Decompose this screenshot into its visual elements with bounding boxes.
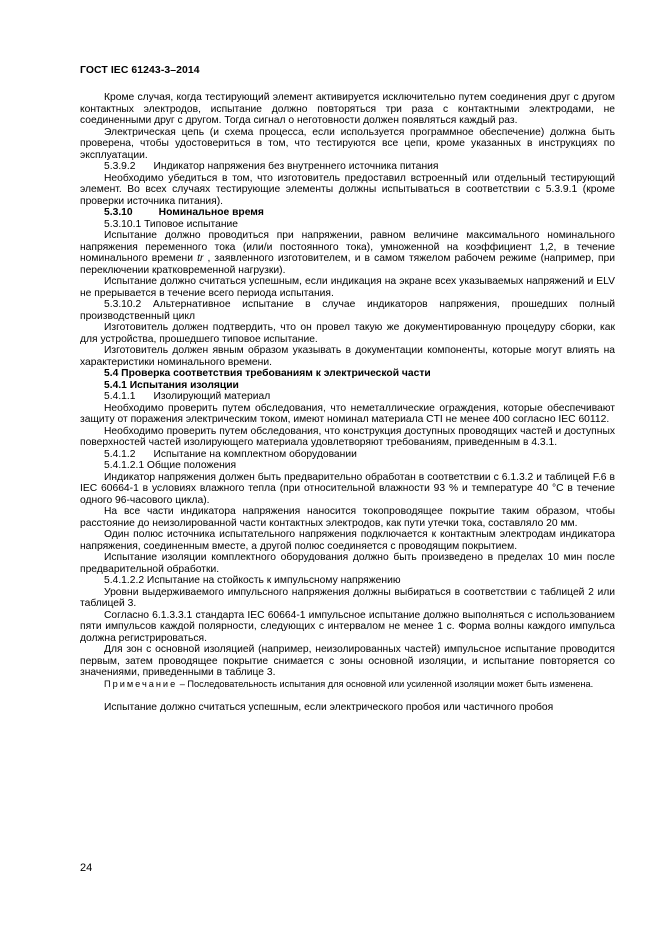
section-heading-5-4-1: 5.4.1 Испытания изоляции: [104, 379, 239, 391]
note-label: Примечание: [104, 678, 178, 689]
paragraph-text: Испытание должно проводиться при напряжении, равном величине максимального номинального напряжения переменного тока (или/и постоянного тока), умноженной на коэффициент 1,2, в течение номинального времени: [80, 230, 615, 264]
section-number: 5.4.1.1: [104, 391, 136, 402]
section-heading-5-4-1-2: [80, 449, 615, 461]
paragraph: [80, 230, 615, 276]
section-heading-5-3-10-2: 5.3.10.2 Альтернативное испытание в случае индикаторов напряжения, прошедших полный производственный цикл: [80, 299, 615, 322]
paragraph: Индикатор напряжения должен быть предварительно обработан в соответствии с 6.1.3.2 и таблицей F.6 в IEC 60664-1 в условиях влажного тепла (при относительной влажности 93 % и температуре 40 °C в течение одного 96-часового цикла).: [80, 471, 615, 506]
note-text: – Последовательность испытания для основной или усиленной изоляции может быть изменена.: [177, 678, 594, 689]
document-body: [80, 92, 615, 714]
paragraph: Испытание должно считаться успешным, если электрического пробоя или частичного пробоя: [104, 702, 554, 713]
paragraph: Уровни выдерживаемого импульсного напряжения должны выбираться в соответствии с таблицей 2 или таблицей 3.: [80, 586, 615, 609]
note: [80, 679, 615, 691]
section-heading-5-4-1-2-1: 5.4.1.2.1 Общие положения: [104, 460, 237, 471]
section-title: Изолирующий материал: [153, 391, 271, 402]
section-number: 5.3.10: [104, 207, 133, 218]
section-title: Индикатор напряжения без внутреннего источника питания: [153, 161, 439, 172]
paragraph: Изготовитель должен подтвердить, что он провел такую же документированную процедуру сборки, как для устройства, прошедшего типовое испытание.: [80, 322, 615, 345]
paragraph: Согласно 6.1.3.3.1 стандарта IEC 60664-1 импульсное испытание должно выполняться с использованием пяти импульсов каждой полярности, следующих с интервалом не менее 1 с. Форма волны каждого импульса должна регистрироваться.: [80, 609, 615, 644]
section-heading-5-4: 5.4 Проверка соответствия требованиям к электрической части: [104, 368, 431, 379]
paragraph: Электрическая цепь (и схема процесса, если используется программное обеспечение) должна быть проверена, чтобы удостовериться в том, что тестируются все цепи, кроме указанных в инструкциях по эксплуатации.: [80, 126, 615, 161]
section-number: 5.3.9.2: [104, 161, 136, 172]
section-heading-5-3-10-1: 5.3.10.1 Типовое испытание: [104, 218, 239, 230]
section-heading-5-3-9-2: [80, 161, 615, 173]
paragraph: Необходимо проверить путем обследования, что конструкция доступных проводящих частей и доступных поверхностей частей изолирующего материала удовлетворяют требованиям, приведенным в 4.3.1.: [80, 425, 615, 448]
paragraph-text: , заявленного изготовителем, и в самом тяжелом рабочем режиме (например, при переключении кратковременной нагрузки).: [80, 253, 616, 276]
paragraph: Необходимо проверить путем обследования, что неметаллические ограждения, которые обеспечивают защиту от поражения электрическим током, имеют номинал материала CTI не менее 400 согласно IEC 60112.: [80, 402, 615, 425]
paragraph: Для зон с основной изоляцией (например, неизолированных частей) импульсное испытание проводится первым, затем проводящее покрытие снимается с зоны основной изоляции, и испытание повторяется со значениями, приведенными в таблице 3.: [80, 644, 615, 678]
time-symbol: tr: [197, 253, 204, 264]
paragraph: На все части индикатора напряжения наносится токопроводящее покрытие таким образом, чтобы расстояние до неизолированной части контактных электродов, как пути утечки тока, составляло 20 мм.: [80, 506, 615, 529]
paragraph: Один полюс источника испытательного напряжения подключается к контактным электродам индикатора напряжения, соединенным вместе, а другой полюс соединяется с проводящим покрытием.: [80, 529, 615, 552]
paragraph: Испытание изоляции комплектного оборудования должно быть произведено в пределах 10 мин после предварительной обработки.: [80, 552, 615, 575]
section-title: Испытание на комплектном оборудовании: [153, 448, 357, 460]
section-title: Номинальное время: [158, 207, 264, 218]
section-heading-5-4-1-1: [80, 391, 615, 403]
paragraph: Испытание должно считаться успешным, если индикация на экране всех указываемых напряжений и ELV не прерывается в течение всего периода испытания.: [80, 276, 615, 299]
paragraph: Кроме случая, когда тестирующий элемент активируется исключительно путем соединения друг с другом контактных электродов, испытание должно повторяться три раза с контактными электродами, не соединенными друг с другом. Тогда сигнал о неготовности должен появляться каждый раз.: [80, 92, 615, 126]
paragraph: Необходимо убедиться в том, что изготовитель предоставил встроенный или отдельный тестирующий элемент. Во всех случаях тестирующие элементы должны испытываться в соответствии с 5.3.9.1 (кроме проверки источника питания).: [80, 172, 615, 207]
section-heading-5-3-10: [80, 207, 615, 219]
section-number: 5.4.1.2: [104, 448, 136, 460]
page-number: 24: [80, 862, 93, 874]
document-header: ГОСТ IEC 61243-3–2014: [80, 65, 200, 76]
section-heading-5-4-1-2-2: 5.4.1.2.2 Испытание на стойкость к импульсному напряжению: [104, 575, 401, 586]
paragraph: Изготовитель должен явным образом указывать в документации компоненты, которые могут влиять на характеристики номинального времени.: [80, 345, 615, 368]
